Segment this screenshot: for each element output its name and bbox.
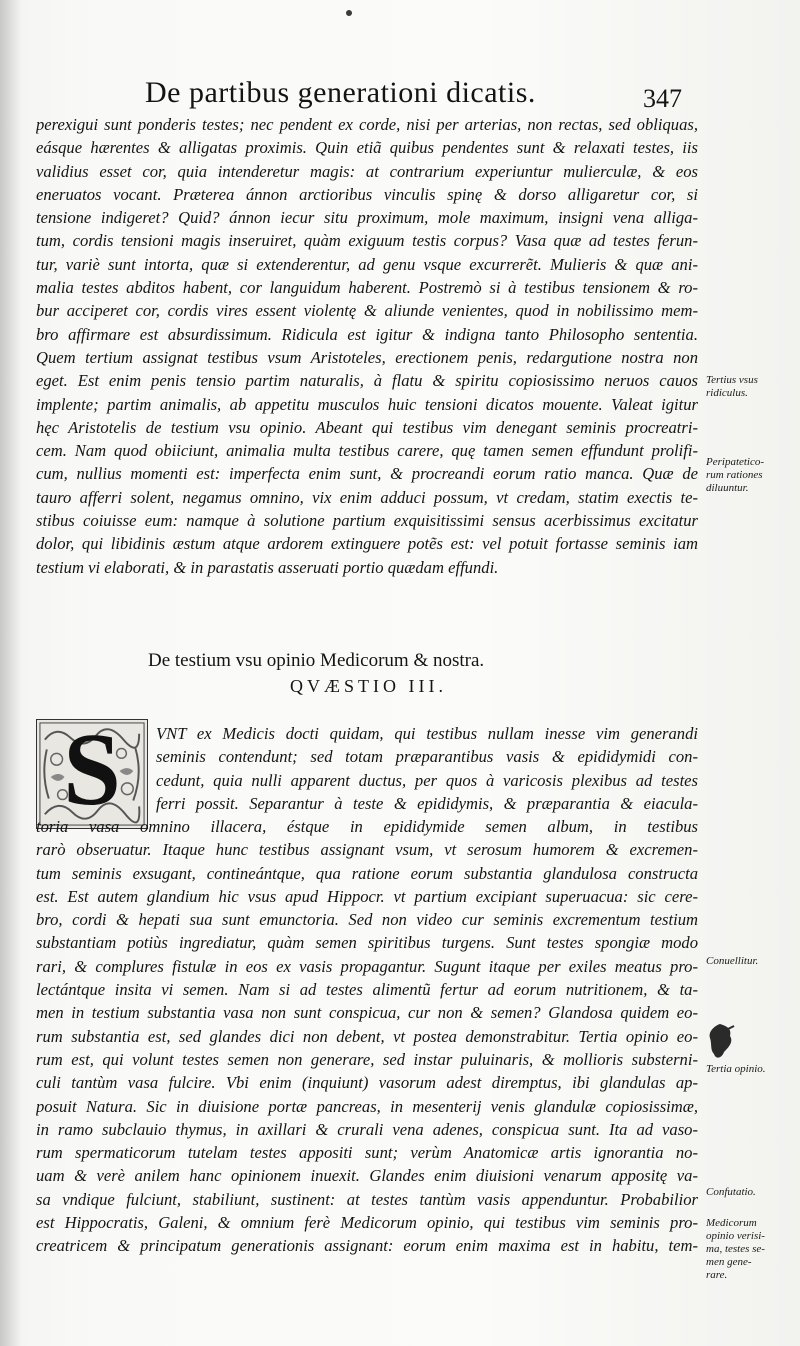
text-block-beside-initial — [156, 722, 698, 815]
text-line: posuit Natura. Sic in diuisione portæ pancreas, in mesenterij venis glandulæ copiosissimæ, — [36, 1096, 698, 1116]
margin-note-line: opinio verisi- — [706, 1230, 765, 1242]
text-line: rum substantia est, sed glandes dici non debent, vt postea demonstrabitur. Tertia opinio eo- — [36, 1026, 698, 1046]
text-line: substantiam potiùs ingrediatur, quàm semen spiritibus turgens. Sunt testes spongiæ modo — [36, 933, 698, 953]
margin-note — [706, 955, 796, 968]
text-line: VNT ex Medicis docti quidam, qui testibus nullam inesse vim generandi — [156, 724, 698, 743]
gutter-shadow — [0, 0, 22, 1346]
text-line: cem. Nam quod obiiciunt, animalia multa testibus carere, quę tamen semen effundunt prolifi- — [36, 441, 698, 461]
text-line: Quem tertium assignat testibus vsum Aristoteles, erectionem penis, redargutione nostra non — [36, 347, 698, 367]
text-line: rum est, qui volunt testes semen non generare, sed instar puluinaris, & mollioris substerni- — [36, 1049, 698, 1069]
margin-note — [706, 1217, 796, 1282]
margin-note-line: rum rationes — [706, 469, 763, 481]
ink-speck — [346, 10, 352, 16]
decorated-initial — [36, 719, 148, 829]
dropcap-letter: S — [63, 719, 121, 827]
text-line: seminis contendunt; sed totam præparantibus vasis & epididymidi con- — [156, 747, 698, 767]
text-line: creatricem & principatum generationis assignant: eorum enim maxima est in habitu, tem- — [36, 1236, 698, 1256]
text-line: tum seminis exsugant, contineántque, qua ratione eorum substantia glandulosa constructa — [36, 863, 698, 883]
margin-note-line: Peripatetico- — [706, 456, 765, 468]
text-line: tur, variè sunt intorta, quæ si extenderentur, ad genu vsque excurrerẽt. Mulieris & quæ ani- — [36, 254, 698, 274]
text-line: malia testes abditos habent, cor languidum haberent. Postremò si à testibus tensionem & ro- — [36, 278, 698, 298]
page-number: 347 — [643, 84, 682, 113]
text-line: tauro afferri solent, negamus omnino, vix enim adduci possum, vt credam, statim exectis te- — [36, 487, 698, 507]
margin-note-line: Tertia opinio. — [706, 1063, 766, 1075]
text-line: est. Est autem glandium hic vsus apud Hippocr. vt partium excipiant superuacua: sic cere- — [36, 886, 698, 906]
margin-note-line: Tertius vsus — [706, 374, 758, 386]
margin-note-line: rare. — [706, 1269, 728, 1281]
text-line: dolor, qui libidinis æstum atque ardorem extinguere potẽs est: vel potuit fortasse seminis iam — [36, 534, 698, 554]
text-line: cedunt, quia nulli apparent ductus, per quos à varicosis plexibus ad testes — [156, 770, 698, 790]
text-line: bur acciperet cor, cordis vires essent violentę & aliunde venientes, quod in nobilissimo mem- — [36, 301, 698, 321]
text-line: bro, cordi & hepati sua sunt emunctoria. Sed non video cur seminis excrementum testium — [36, 910, 698, 930]
text-line: perexigui sunt ponderis testes; nec pendent ex corde, nisi per arterias, non rectas, sed obliquas, — [36, 115, 698, 134]
margin-note-line: ma, testes se- — [706, 1243, 765, 1255]
text-block-main — [36, 815, 698, 1258]
margin-note-line: diluuntur. — [706, 482, 749, 494]
margin-note-line: Conuellitur. — [706, 955, 759, 967]
text-line: uam & verè anilem hanc opinionem inuexit. Glandes enim diuisioni venarum appositę va- — [36, 1166, 698, 1186]
text-line: tensione indigeret? Quid? ánnon iecur situ proximum, mole maximum, insigni vena alliga- — [36, 208, 698, 228]
ink-blot-icon — [706, 1022, 736, 1062]
text-line: rari, & complures fistulæ in eos ex vasis propagantur. Sugunt itaque per exiles meatus pro- — [36, 956, 698, 976]
text-line: toria vasa omnino illacera, éstque in epididymide semen album, in testibus — [36, 817, 698, 836]
margin-note — [706, 1186, 796, 1199]
margin-note — [706, 456, 796, 495]
text-line: sa vndique fulciunt, stabiliunt, sustinent: at testes tantùm vasis appenduntur. Probabilior — [36, 1189, 698, 1209]
text-line: testium vi elaborati, & in parastatis asseruati portio quædam effundi. — [36, 557, 499, 577]
margin-note-line: ridiculus. — [706, 387, 748, 399]
text-line: hęc Aristotelis de testium vsu opinio. Abeant qui testibus vim denegant seminis procreatri- — [36, 417, 698, 437]
text-line: eneruatos vocant. Præterea ánnon arctioribus vinculis spinę & dorso alligaretur cor, si — [36, 184, 698, 204]
text-line: bro affirmare est absurdissimum. Ridicula est igitur & indigna tanto Philosopho sententia. — [36, 324, 698, 344]
text-line: culi tantùm vasa fulcire. Vbi enim (inquiunt) vasorum adest diremptus, ibi glandulas ap- — [36, 1073, 698, 1093]
margin-note-line: Medicorum — [706, 1217, 757, 1229]
text-line: cum, nullius momenti est: imperfecta enim sunt, & procreandi eorum ratio manca. Quæ de — [36, 464, 698, 484]
running-head: De partibus generationi dicatis. — [145, 76, 536, 109]
text-line: rarò obseruatur. Itaque hunc testibus assignant vsum, vt serosum humorem & excremen- — [36, 840, 698, 860]
text-line: eásque hærentes & alligatas proximis. Quin etiã quibus pendentes sunt & relaxati testes, iis — [36, 138, 698, 158]
question-label: QVÆSTIO III. — [290, 676, 447, 696]
text-line: eget. Est enim penis tensio partim naturalis, à flatu & spiritu copiosissimo neruos cauos — [36, 371, 698, 391]
text-line: validius esset cor, quia intenderetur magis: at contrarium experiuntur mulierculæ, & eos — [36, 161, 698, 181]
margin-note-line: Confutatio. — [706, 1186, 756, 1198]
text-block-continuation — [36, 113, 698, 579]
text-line: lectántque insita vi semen. Nam si ad testes alimentũ fertur ad eorum nutritionem, & ta- — [36, 980, 698, 1000]
text-line: in ramo subclauio thymus, in axillari & crurali vena adenes, conspicua sunt. Ita ad vaso- — [36, 1119, 698, 1139]
text-line: men in testium substantia vasa non sunt conspicua, cur non & semen? Glandosa quidem eo- — [36, 1003, 698, 1023]
margin-note — [706, 374, 796, 400]
margin-note — [706, 1063, 796, 1076]
text-line: tum, cordis tensioni magis inseruiret, quàm exiguum testis corpus? Vasa quæ ad testes ferun- — [36, 231, 698, 251]
text-line: ferri possit. Separantur à teste & epididymis, & præparantia & eiacula- — [156, 793, 698, 813]
text-line: est Hippocratis, Galeni, & omnium ferè Medicorum opinio, qui testibus vim seminis pro- — [36, 1213, 698, 1233]
text-line: implente; partim animalis, ab appetitu musculos huic tensioni dicatos mouente. Valeat igitur — [36, 394, 698, 414]
margin-note-line: men gene- — [706, 1256, 752, 1268]
text-line: rum spermaticorum tutelam testes appositi sunt; verùm Anatomicæ artis ignorantia no- — [36, 1143, 698, 1163]
section-title: De testium vsu opinio Medicorum & nostra. — [148, 650, 485, 671]
text-line: stibus coiuisse eum: namque à solutione partium exquisitissimi sensus acerbissimus excitatur — [36, 511, 698, 531]
